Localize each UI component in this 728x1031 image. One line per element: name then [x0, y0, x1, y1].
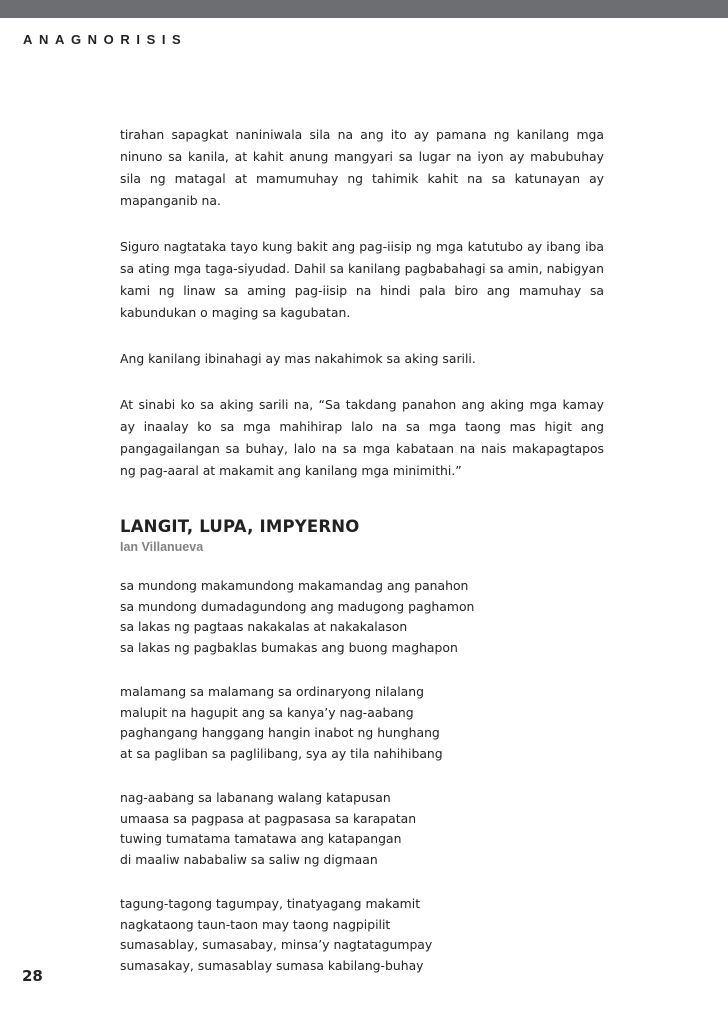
poem-title: LANGIT, LUPA, IMPYERNO — [120, 517, 360, 536]
poem-line: sa mundong dumadagundong ang madugong paghamon — [120, 598, 475, 614]
paragraph: tirahan sapagkat naniniwala sila na ang ito ay pamana ng kanilang mga ninuno sa kanila, at kahit anung mangyari sa lugar na iyon ay mabubuhay sila ng matagal at mamumuhay ng tahimik kahit na sa katunayan ay mapanganib na. — [120, 127, 604, 208]
top-bar — [0, 0, 728, 18]
page-content — [120, 124, 604, 1000]
paragraph: At sinabi ko sa aking sarili na, “Sa takdang panahon ang aking mga kamay ay inaalay ko sa mga mahihirap lalo na sa mga taong mas higit ang pangagailangan sa buhay, lalo na sa mga kabataan na nais makapagtapos ng pag-aaral at makamit ang kanilang mga minimithi.” — [120, 397, 604, 478]
poem-author: Ian Villanueva — [120, 540, 204, 554]
poem-line: nag-aabang sa labanang walang katapusan — [120, 790, 391, 805]
poem-line: malupit na hagupit ang sa kanya’y nag-aabang — [120, 704, 414, 720]
poem-line: sumasablay, sumasabay, minsa’y nagtatagumpay — [120, 937, 433, 952]
poem-stanza — [120, 894, 604, 976]
poem-line: paghangang hanggang hangin inabot ng hunghang — [120, 725, 440, 740]
poem-line: sumasakay, sumasablay sumasa kabilang-buhay — [120, 957, 424, 973]
poem-line: umaasa sa pagpasa at pagpasasa sa karapatan — [120, 810, 417, 826]
poem-stanza — [120, 788, 604, 870]
paragraph: Siguro nagtataka tayo kung bakit ang pag-iisip ng mga katutubo ay ibang iba sa ating mga taga-siyudad. Dahil sa kanilang pagbabahagi sa amin, nabigyan kami ng linaw sa aming pag-iisip na hindi pala biro ang mamuhay sa kabundukan o maging sa kagubatan. — [120, 239, 604, 320]
poem-line: nagkataong taun-taon may taong nagpipilit — [120, 916, 391, 932]
poem-line: sa mundong makamundong makamandag ang panahon — [120, 578, 469, 593]
page-number: 28 — [22, 967, 43, 985]
poem-line: at sa pagliban sa paglilibang, sya ay tila nahihibang — [120, 745, 443, 761]
poem-line: sa lakas ng pagtaas nakakalas at nakakalason — [120, 619, 408, 634]
poem-line: sa lakas ng pagbaklas bumakas ang buong maghapon — [120, 639, 458, 655]
poem-line: di maaliw nababaliw sa saliw ng digmaan — [120, 851, 378, 867]
poem-line: tuwing tumatama tamatawa ang katapangan — [120, 831, 402, 846]
running-header: ANAGNORISIS — [23, 32, 188, 47]
poem-line: malamang sa malamang sa ordinaryong nilalang — [120, 684, 424, 699]
poem-line: tagung-tagong tagumpay, tinatyagang makamit — [120, 896, 421, 911]
poem-stanza — [120, 576, 604, 658]
poem-stanza — [120, 682, 604, 764]
paragraph: Ang kanilang ibinahagi ay mas nakahimok sa aking sarili. — [120, 351, 476, 366]
